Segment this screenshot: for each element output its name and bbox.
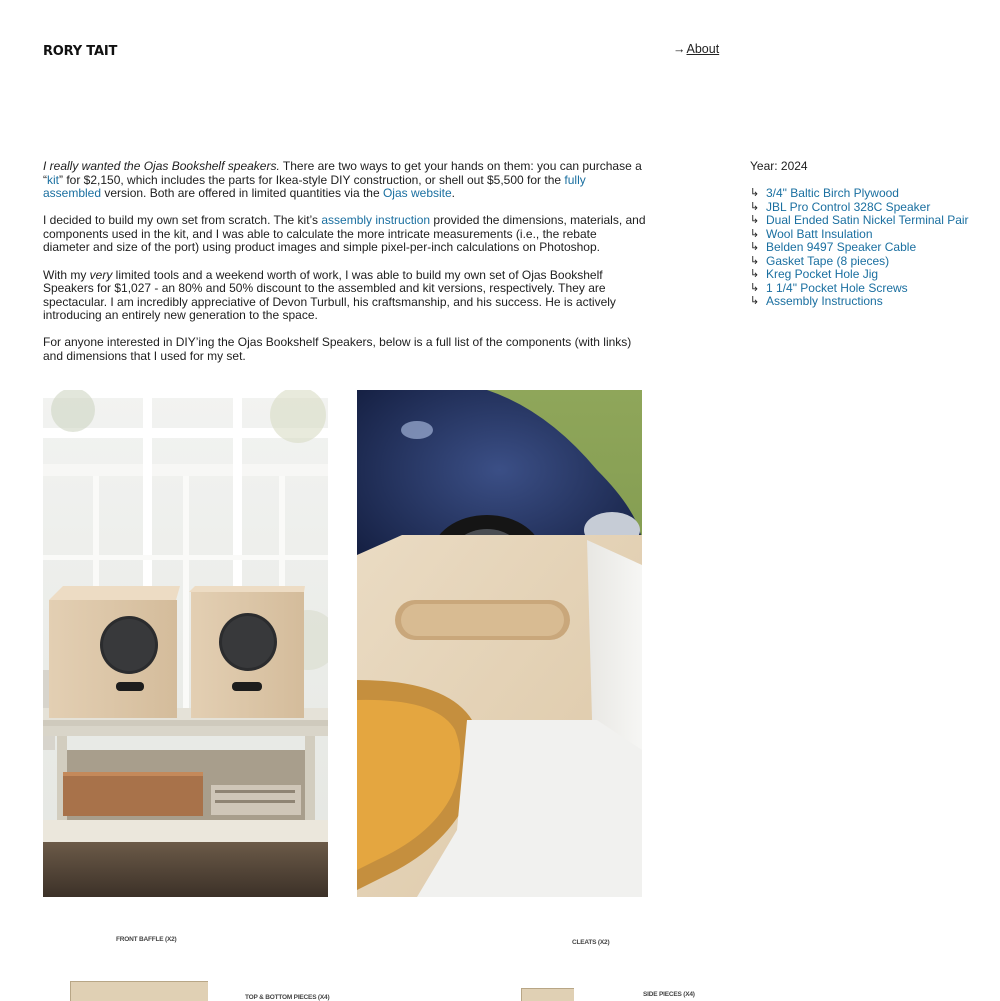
pocket-hole-screws-link[interactable]: 1 1/4" Pocket Hole Screws	[766, 280, 908, 295]
very-italic: very	[89, 267, 113, 282]
component-link-item[interactable]	[750, 214, 990, 228]
project-year: Year: 2024	[750, 159, 808, 173]
return-arrow-icon: ↳	[750, 295, 760, 307]
side-piece-diagram	[521, 988, 574, 1001]
site-logo[interactable]: RORY TAIT	[43, 44, 118, 59]
baltic-birch-plywood-link[interactable]: 3/4" Baltic Birch Plywood	[766, 186, 899, 200]
p1-text-1: There are two ways to get your hands on them: you can purchase a “	[43, 159, 642, 187]
p1-text-3: version. Both are offered in limited quantities via the	[101, 186, 383, 201]
side-pieces-label: SIDE PIECES (X4)	[643, 991, 695, 998]
return-arrow-icon: ↳	[750, 227, 760, 240]
intro-italic: I really wanted the Ojas Bookshelf speakers.	[43, 159, 280, 173]
paragraph-components: For anyone interested in DIY’ing the Ojas Bookshelf Speakers, below is a full list of the components (with links) and dimensions that I used for my set.	[43, 335, 632, 364]
terminal-pair-link[interactable]: Dual Ended Satin Nickel Terminal Pair	[766, 213, 969, 227]
component-link-item[interactable]	[750, 201, 990, 215]
return-arrow-icon: ↳	[750, 281, 760, 294]
gasket-tape-link[interactable]: Gasket Tape (8 pieces)	[766, 253, 890, 268]
fully-assembled-link[interactable]: fully assembled	[43, 172, 586, 201]
component-link-item[interactable]	[750, 241, 990, 255]
component-link-item[interactable]	[750, 295, 990, 309]
about-link[interactable]: About	[686, 42, 720, 56]
speakers-on-table-photo	[43, 390, 328, 897]
return-arrow-icon: ↳	[750, 268, 760, 280]
p1-text-4: .	[451, 186, 456, 201]
component-link-item[interactable]	[750, 228, 990, 242]
return-arrow-icon: ↳	[750, 254, 760, 267]
speaker-cable-link[interactable]: Belden 9497 Speaker Cable	[766, 240, 917, 254]
paragraph-result	[43, 269, 646, 323]
front-baffle-diagram	[70, 981, 208, 1001]
jbl-speaker-link[interactable]: JBL Pro Control 328C Speaker	[766, 199, 931, 214]
component-link-item[interactable]	[750, 187, 990, 201]
cleats-label: CLEATS (X2)	[572, 939, 610, 946]
component-links-list	[750, 187, 990, 309]
p2-text-2: provided the dimensions, materials, and components used in the kit, and I was able to calculate the more intricate measurements (i.e., the rebate diameter and size of the port) using product images and simple pixel-per-inch calculations on Photoshop.	[43, 213, 646, 255]
component-link-item[interactable]	[750, 268, 990, 282]
assembly-instruction-link[interactable]: assembly instruction	[321, 213, 431, 228]
p1-text-2: ” for $2,150, which includes the parts for Ikea-style DIY construction, or shell out $5,500 for the	[59, 172, 565, 187]
paragraph-intro	[43, 160, 646, 201]
sidebar	[750, 160, 990, 309]
return-arrow-icon: ↳	[750, 200, 760, 213]
component-link-item[interactable]	[750, 255, 990, 269]
component-link-item[interactable]	[750, 282, 990, 296]
nav-about[interactable]	[673, 42, 719, 56]
article-body	[43, 160, 646, 377]
front-baffle-label: FRONT BAFFLE (X2)	[116, 936, 177, 943]
p3-text-2: limited tools and a weekend worth of work, I was able to build my own set of Ojas Bookshelf Speakers for $1,027 - an 80% and 50% discount to the assembled and kit versions, respectively. They are spectacular. I am incredibly appreciative of Devon Turbull, his craftsmanship, and his success. He is actively introducing an entirely new generation to the space.	[43, 267, 616, 323]
paragraph-build	[43, 214, 646, 255]
assembly-instructions-link[interactable]: Assembly Instructions	[766, 294, 883, 308]
arrow-right-icon: →	[673, 42, 686, 56]
return-arrow-icon: ↳	[750, 214, 760, 226]
pocket-hole-jig-link[interactable]: Kreg Pocket Hole Jig	[766, 267, 879, 281]
return-arrow-icon: ↳	[750, 241, 760, 253]
p3-text-1: With my	[43, 267, 90, 282]
return-arrow-icon: ↳	[750, 187, 760, 199]
p2-text-1: I decided to build my own set from scratch. The kit’s	[43, 213, 322, 228]
top-bottom-label: TOP & BOTTOM PIECES (X4)	[245, 994, 330, 1001]
speaker-closeup-photo	[357, 390, 642, 897]
ojas-website-link[interactable]: Ojas website	[382, 186, 452, 201]
wool-batt-link[interactable]: Wool Batt Insulation	[766, 226, 873, 241]
kit-link[interactable]: kit	[47, 172, 59, 187]
